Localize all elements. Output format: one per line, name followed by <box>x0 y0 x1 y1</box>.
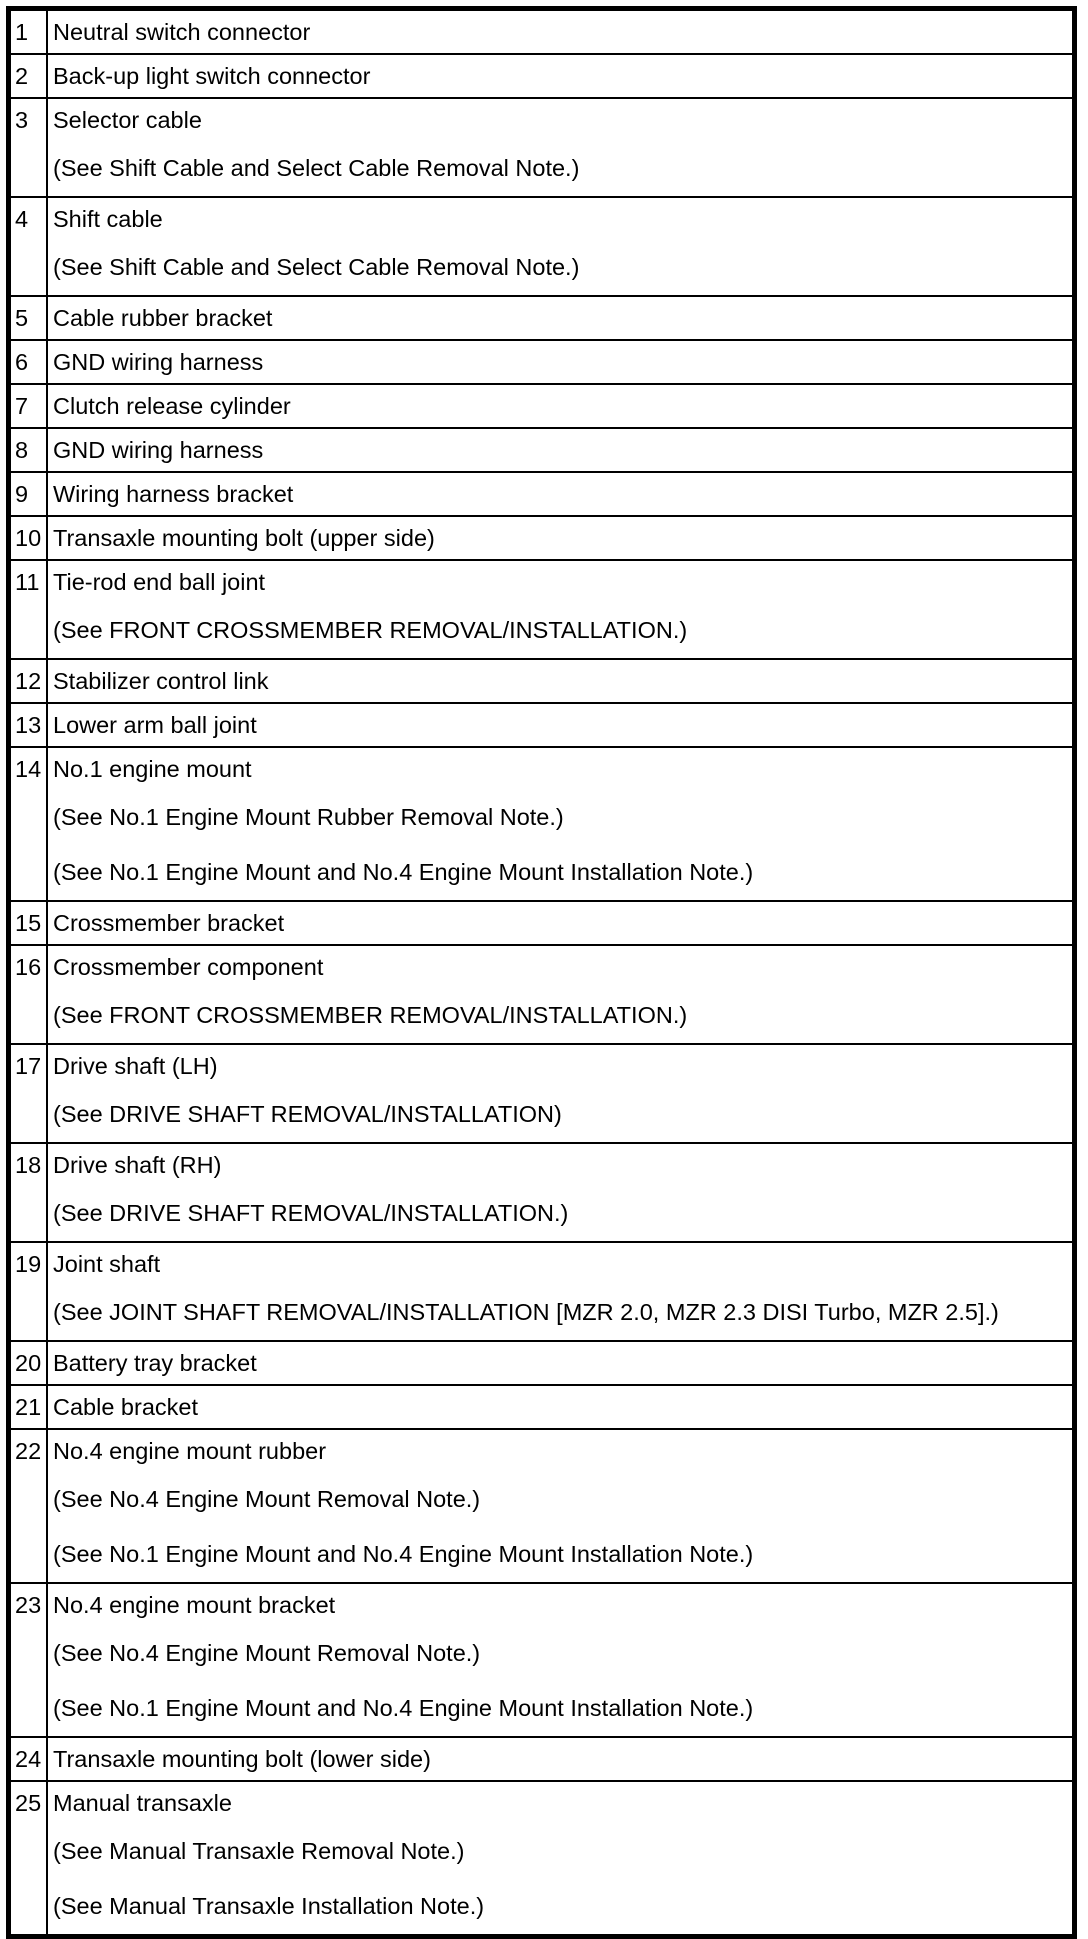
item-number-label: 1 <box>15 19 29 45</box>
item-number-label: 5 <box>15 305 29 331</box>
table-row <box>10 54 1073 98</box>
item-name: Shift cable <box>53 206 163 232</box>
item-reference-note: (See DRIVE SHAFT REMOVAL/INSTALLATION.) <box>53 1200 569 1226</box>
item-reference-note: (See Manual Transaxle Removal Note.) <box>53 1838 465 1864</box>
item-description <box>47 98 1073 197</box>
table-row <box>10 1242 1073 1341</box>
table-row <box>10 1385 1073 1429</box>
item-description <box>47 1242 1073 1341</box>
item-number-label: 21 <box>15 1394 42 1420</box>
item-description <box>47 1781 1073 1935</box>
item-number <box>10 1044 47 1143</box>
item-number-label: 11 <box>15 569 40 595</box>
item-number-label: 6 <box>15 349 29 375</box>
item-number <box>10 945 47 1044</box>
item-name: Manual transaxle <box>53 1790 232 1816</box>
item-name: Neutral switch connector <box>53 19 311 45</box>
item-description <box>47 1341 1073 1385</box>
item-number-label: 14 <box>15 756 42 782</box>
item-number <box>10 659 47 703</box>
table-row <box>10 10 1073 54</box>
item-number <box>10 296 47 340</box>
item-number-label: 12 <box>15 668 42 694</box>
item-number <box>10 1242 47 1341</box>
item-reference-note: (See JOINT SHAFT REMOVAL/INSTALLATION [MZR 2.0, MZR 2.3 DISI Turbo, MZR 2.5].) <box>53 1299 999 1325</box>
table-row <box>10 901 1073 945</box>
item-number-label: 25 <box>15 1790 42 1816</box>
item-number <box>10 98 47 197</box>
item-number <box>10 901 47 945</box>
item-number <box>10 1583 47 1737</box>
item-number <box>10 428 47 472</box>
item-number <box>10 1781 47 1935</box>
table-row <box>10 747 1073 901</box>
item-description <box>47 296 1073 340</box>
item-name: Stabilizer control link <box>53 668 269 694</box>
item-number-label: 16 <box>15 954 42 980</box>
item-name: Clutch release cylinder <box>53 393 291 419</box>
parts-list-sheet <box>6 6 1077 1939</box>
item-description <box>47 560 1073 659</box>
item-number <box>10 384 47 428</box>
item-reference-note: (See No.4 Engine Mount Removal Note.) <box>53 1486 481 1512</box>
item-name: Tie-rod end ball joint <box>53 569 266 595</box>
table-row <box>10 560 1073 659</box>
item-number-label: 15 <box>15 910 42 936</box>
table-row <box>10 1143 1073 1242</box>
item-description <box>47 1143 1073 1242</box>
item-number <box>10 703 47 747</box>
table-row <box>10 1583 1073 1737</box>
table-row <box>10 472 1073 516</box>
item-number <box>10 1385 47 1429</box>
item-name: Transaxle mounting bolt (lower side) <box>53 1746 431 1772</box>
item-description <box>47 747 1073 901</box>
item-description <box>47 428 1073 472</box>
parts-table-body <box>10 10 1073 1935</box>
item-number-label: 22 <box>15 1438 42 1464</box>
item-name: Lower arm ball joint <box>53 712 257 738</box>
item-name: Battery tray bracket <box>53 1350 257 1376</box>
item-reference-note: (See Shift Cable and Select Cable Removal Note.) <box>53 155 580 181</box>
item-reference-note: (See FRONT CROSSMEMBER REMOVAL/INSTALLATION.) <box>53 617 688 643</box>
item-name: Back-up light switch connector <box>53 63 371 89</box>
item-number <box>10 747 47 901</box>
item-number-label: 10 <box>15 525 42 551</box>
table-row <box>10 703 1073 747</box>
item-description <box>47 901 1073 945</box>
item-reference-note: (See No.4 Engine Mount Removal Note.) <box>53 1640 481 1666</box>
item-description <box>47 945 1073 1044</box>
item-number <box>10 10 47 54</box>
item-number <box>10 516 47 560</box>
item-reference-note: (See No.1 Engine Mount Rubber Removal Note.) <box>53 804 564 830</box>
item-name: No.4 engine mount bracket <box>53 1592 336 1618</box>
table-row <box>10 1737 1073 1781</box>
table-row <box>10 98 1073 197</box>
item-name: Joint shaft <box>53 1251 161 1277</box>
item-number-label: 9 <box>15 481 29 507</box>
table-row <box>10 428 1073 472</box>
item-number-label: 18 <box>15 1152 42 1178</box>
table-row <box>10 945 1073 1044</box>
item-description <box>47 340 1073 384</box>
item-number <box>10 1143 47 1242</box>
table-row <box>10 1429 1073 1583</box>
item-number-label: 2 <box>15 63 29 89</box>
item-number <box>10 54 47 98</box>
item-description <box>47 10 1073 54</box>
table-row <box>10 384 1073 428</box>
item-number-label: 7 <box>15 393 29 419</box>
item-number <box>10 340 47 384</box>
table-row <box>10 340 1073 384</box>
item-description <box>47 472 1073 516</box>
parts-table <box>9 9 1074 1936</box>
item-number-label: 23 <box>15 1592 42 1618</box>
item-name: Drive shaft (RH) <box>53 1152 222 1178</box>
item-description <box>47 1737 1073 1781</box>
item-reference-note: (See Shift Cable and Select Cable Removal Note.) <box>53 254 580 280</box>
item-number-label: 13 <box>15 712 42 738</box>
item-number-label: 19 <box>15 1251 42 1277</box>
item-description <box>47 1385 1073 1429</box>
item-name: GND wiring harness <box>53 349 264 375</box>
item-name: Cable bracket <box>53 1394 198 1420</box>
item-reference-note: (See Manual Transaxle Installation Note.) <box>53 1893 485 1919</box>
item-description <box>47 516 1073 560</box>
item-name: GND wiring harness <box>53 437 264 463</box>
item-description <box>47 1429 1073 1583</box>
item-name: Transaxle mounting bolt (upper side) <box>53 525 435 551</box>
item-description <box>47 197 1073 296</box>
item-number <box>10 560 47 659</box>
item-number <box>10 197 47 296</box>
table-row <box>10 659 1073 703</box>
item-description <box>47 384 1073 428</box>
item-name: Selector cable <box>53 107 202 133</box>
table-row <box>10 197 1073 296</box>
table-row <box>10 516 1073 560</box>
item-reference-note: (See No.1 Engine Mount and No.4 Engine Mount Installation Note.) <box>53 1695 754 1721</box>
item-name: No.4 engine mount rubber <box>53 1438 327 1464</box>
table-row <box>10 1044 1073 1143</box>
item-number-label: 4 <box>15 206 29 232</box>
item-name: Cable rubber bracket <box>53 305 273 331</box>
item-name: Crossmember bracket <box>53 910 285 936</box>
item-reference-note: (See FRONT CROSSMEMBER REMOVAL/INSTALLATION.) <box>53 1002 688 1028</box>
item-number-label: 3 <box>15 107 29 133</box>
item-reference-note: (See No.1 Engine Mount and No.4 Engine Mount Installation Note.) <box>53 859 754 885</box>
item-reference-note: (See DRIVE SHAFT REMOVAL/INSTALLATION) <box>53 1101 562 1127</box>
item-number-label: 17 <box>15 1053 42 1079</box>
item-description <box>47 659 1073 703</box>
item-name: Crossmember component <box>53 954 324 980</box>
table-row <box>10 296 1073 340</box>
item-number <box>10 472 47 516</box>
item-description <box>47 1583 1073 1737</box>
item-number-label: 20 <box>15 1350 42 1376</box>
item-description <box>47 1044 1073 1143</box>
item-description <box>47 54 1073 98</box>
item-reference-note: (See No.1 Engine Mount and No.4 Engine Mount Installation Note.) <box>53 1541 754 1567</box>
item-number <box>10 1737 47 1781</box>
item-number <box>10 1429 47 1583</box>
item-number-label: 24 <box>15 1746 42 1772</box>
item-description <box>47 703 1073 747</box>
item-name: No.1 engine mount <box>53 756 252 782</box>
table-row <box>10 1341 1073 1385</box>
item-number-label: 8 <box>15 437 29 463</box>
table-row <box>10 1781 1073 1935</box>
item-name: Drive shaft (LH) <box>53 1053 218 1079</box>
item-number <box>10 1341 47 1385</box>
item-name: Wiring harness bracket <box>53 481 294 507</box>
